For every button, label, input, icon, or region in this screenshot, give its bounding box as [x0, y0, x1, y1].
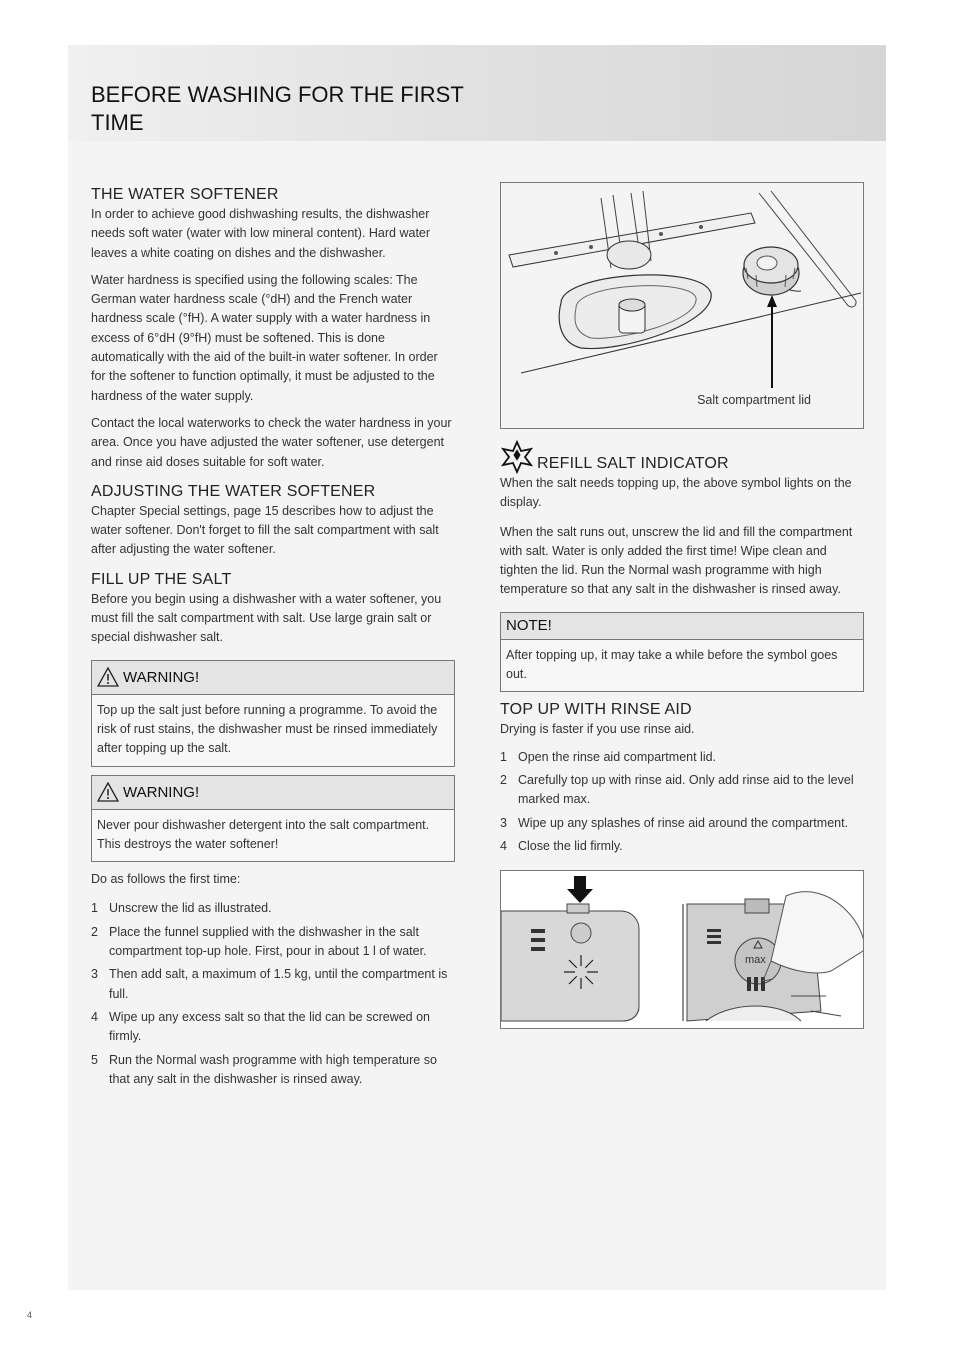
list-item: 1 Unscrew the lid as illustrated.: [91, 901, 272, 916]
list-item: 3 Wipe up any splashes of rinse aid around the compartment.: [500, 815, 849, 830]
salt-indicator-icon: [500, 440, 534, 474]
page-number: 4: [27, 1310, 33, 1320]
fill-salt-paragraph: Before you begin using a dishwasher with a water softener, you must fill the salt compartment with salt. Use large grain salt or special dishwasher salt.: [91, 591, 442, 645]
warning-box-1-header: [92, 661, 454, 695]
adjusting-heading: ADJUSTING THE WATER SOFTENER: [91, 482, 376, 500]
salt-compartment-illustration: [501, 183, 863, 428]
warning-box-1: [91, 660, 455, 767]
water-softener-paragraph-1: In order to achieve good dishwashing results, the dishwasher needs soft water (water with low mineral content). Hard water leaves a white coating on dishes and the dishwasher.: [91, 207, 431, 260]
water-softener-heading: THE WATER SOFTENER: [91, 186, 279, 203]
note-box-body: After topping up, it may take a while before the symbol goes out.: [506, 647, 838, 682]
note-box: [500, 612, 864, 693]
rinse-aid-heading: TOP UP WITH RINSE AID: [500, 701, 692, 719]
warning-box-1-title: WARNING!: [123, 668, 200, 686]
warning-triangle-icon: [97, 782, 119, 802]
list-item: 4 Close the lid firmly.: [500, 838, 623, 853]
rinse-aid-steps: [500, 748, 864, 856]
list-item: 2 Carefully top up with rinse aid. Only add rinse aid to the level marked max.: [500, 772, 854, 807]
adjusting-paragraph: Chapter Special settings, page 15 describes how to adjust the water softener. Don't forget to fill the salt compartment with salt after adjusting the water softener.: [91, 503, 439, 557]
left-column: [91, 185, 455, 1093]
page-title: BEFORE WASHING FOR THE FIRST TIME: [91, 82, 464, 135]
salt-compartment-figure: [500, 182, 864, 429]
warning-box-2-header: [92, 776, 454, 810]
rinse-aid-intro: Drying is faster if you use rinse aid.: [500, 722, 695, 737]
refill-paragraph-2: When the salt runs out, unscrew the lid and fill the compartment with salt. Water is only added the first time! Wipe clean and tighten the lid. Run the Normal wash programme with high temperature so that any salt in the dishwasher is rinsed away.: [500, 524, 853, 597]
first-time-intro: Do as follows the first time:: [91, 872, 241, 887]
max-label: max: [745, 954, 766, 967]
figure-caption: Salt compartment lid: [697, 393, 811, 407]
list-item: 3 Then add salt, a maximum of 1.5 kg, until the compartment is full.: [91, 967, 448, 1001]
right-column: [500, 182, 864, 1029]
warning-box-2-title: WARNING!: [123, 783, 200, 801]
list-item: 1 Open the rinse aid compartment lid.: [500, 749, 717, 764]
refill-heading: REFILL SALT INDICATOR: [537, 455, 729, 472]
rinse-aid-figure: [500, 870, 864, 1029]
page: [68, 45, 886, 1290]
page-header: [68, 45, 886, 141]
water-softener-paragraph-2: Water hardness is specified using the following scales: The German water hardness scale (°dH) and the French water hardness scale (°fH). A water supply with a water hardness in excess of 6°dH (9°fH) must be softened. This is done automatically with the aid of the built-in water softener. In order for the softener to function optimally, it must be adjusted to the hardness of the water supply.: [91, 272, 438, 403]
list-item: 2 Place the funnel supplied with the dishwasher in the salt compartment top-up hole. First, pour in about 1 l of water.: [91, 924, 427, 959]
fill-salt-heading: FILL UP THE SALT: [91, 570, 232, 588]
warning-box-2: [91, 775, 455, 863]
warning-box-1-body: Top up the salt just before running a programme. To avoid the risk of rust stains, the dishwasher must be rinsed immediately after topping up the salt.: [97, 702, 438, 756]
list-item: 4 Wipe up any excess salt so that the lid can be screwed on firmly.: [91, 1009, 431, 1044]
note-box-header: [501, 613, 863, 640]
note-box-title: NOTE!: [506, 617, 552, 635]
refill-paragraph-1: When the salt needs topping up, the above symbol lights on the display.: [500, 476, 852, 510]
warning-box-2-body: Never pour dishwasher detergent into the salt compartment. This destroys the water softener!: [97, 817, 430, 851]
first-time-steps: [91, 899, 455, 1089]
water-softener-paragraph-3: Contact the local waterworks to check the water hardness in your area. Once you have adjusted the water softener, use detergent and rinse aid doses suitable for soft water.: [91, 415, 452, 469]
list-item: 5 Run the Normal wash programme with high temperature so that any salt in the dishwasher is rinsed away.: [91, 1052, 437, 1086]
refill-heading-row: [500, 440, 864, 474]
rinse-aid-illustration: [501, 871, 863, 1028]
warning-triangle-icon: [97, 667, 119, 687]
